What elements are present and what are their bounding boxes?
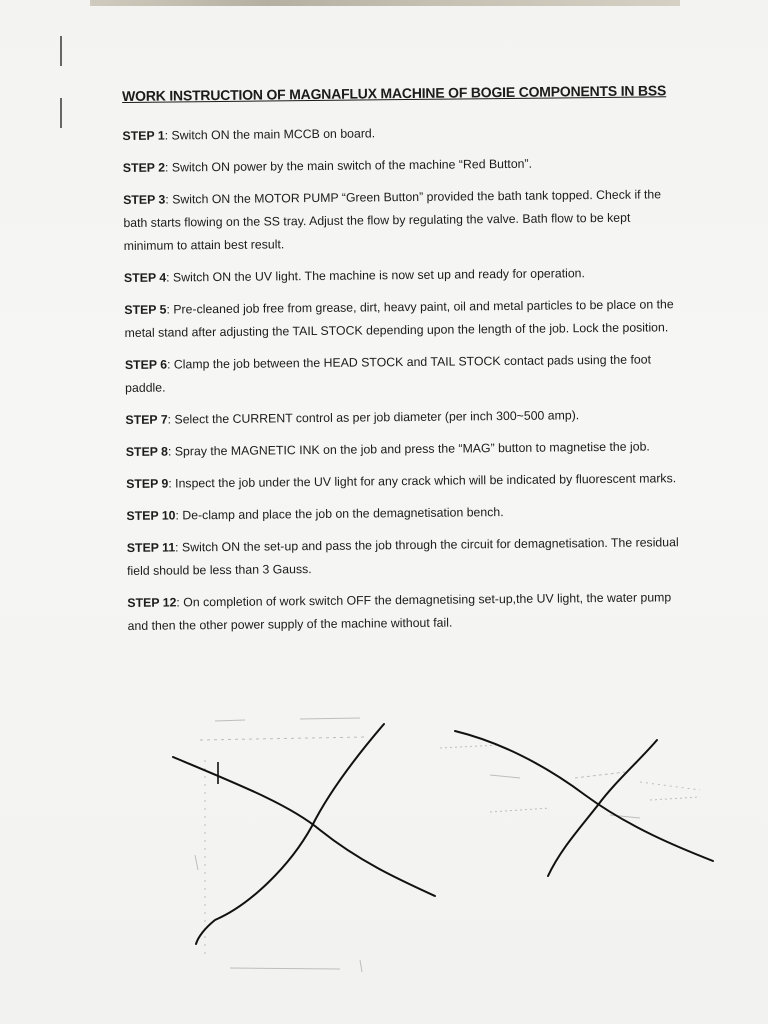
step-1 [122,119,682,148]
step-label: STEP 8 [125,444,169,459]
step-12 [127,586,687,638]
step-5 [124,293,684,345]
step-text: : Select the CURRENT control as per job diameter (per inch 300~500 amp). [167,408,580,427]
step-3 [123,183,684,258]
crossed-out-signatures [0,700,768,1000]
step-8 [126,435,686,464]
step-label: STEP 3 [123,192,166,207]
step-text: : Switch ON the UV light. The machine is now set up and ready for operation. [166,266,585,285]
step-label: STEP 7 [125,412,168,427]
step-6 [125,348,685,400]
step-2 [123,151,683,180]
step-label: STEP 1 [122,128,165,143]
work-instruction-document [122,82,688,647]
cross-stroke-left-a [173,757,435,896]
step-label: STEP 4 [123,270,167,285]
step-9 [126,467,686,496]
step-label: STEP 2 [122,160,166,175]
step-7 [125,403,685,432]
step-label: STEP 10 [126,508,176,523]
step-label: STEP 9 [126,476,169,491]
step-label: STEP 11 [126,540,176,555]
step-text: : Switch ON the main MCCB on board. [164,126,376,143]
step-text: : Clamp the job between the HEAD STOCK and TAIL STOCK contact pads using the foot paddle. [125,352,652,395]
margin-mark-lower [60,98,62,128]
step-label: STEP 6 [124,357,168,372]
step-11 [127,531,687,583]
step-label: STEP 12 [127,595,177,610]
step-text: : Switch ON power by the main switch of the machine “Red Button”. [164,156,533,175]
step-text: : Switch ON the MOTOR PUMP “Green Button” provided the bath tank topped. Check if the bath starts flowing on the SS tray. Adjust the flow by regulating the valve. Bath flow to be kept minimum to attain best result. [123,187,662,253]
step-label: STEP 5 [124,302,167,317]
cross-stroke-right-a [455,731,713,861]
step-4 [124,261,684,290]
margin-mark-upper [60,36,62,66]
step-text: : Inspect the job under the UV light for any crack which will be indicated by fluorescent marks. [168,471,677,491]
step-text: : Switch ON the set-up and pass the job through the circuit for demagnetisation. The residual field should be less than 3 Gauss. [126,535,679,578]
step-10 [126,499,686,528]
document-title: WORK INSTRUCTION OF MAGNAFLUX MACHINE OF BOGIE COMPONENTS IN BSS [122,82,667,104]
page-top-edge [90,0,680,6]
faint-bleed-marks [195,718,700,972]
step-text: : On completion of work switch OFF the demagnetising set-up,the UV light, the water pump and then the other power supply of the machine without fail. [127,590,672,633]
step-text: : Spray the MAGNETIC INK on the job and press the “MAG” button to magnetise the job. [167,439,650,459]
step-text: : Pre-cleaned job free from grease, dirt, heavy paint, oil and metal particles to be place on the metal stand after adjusting the TAIL STOCK depending upon the length of the job. Lock the position. [124,297,674,340]
cross-stroke-left-b [196,724,384,944]
step-text: : De-clamp and place the job on the demagnetisation bench. [175,505,504,523]
